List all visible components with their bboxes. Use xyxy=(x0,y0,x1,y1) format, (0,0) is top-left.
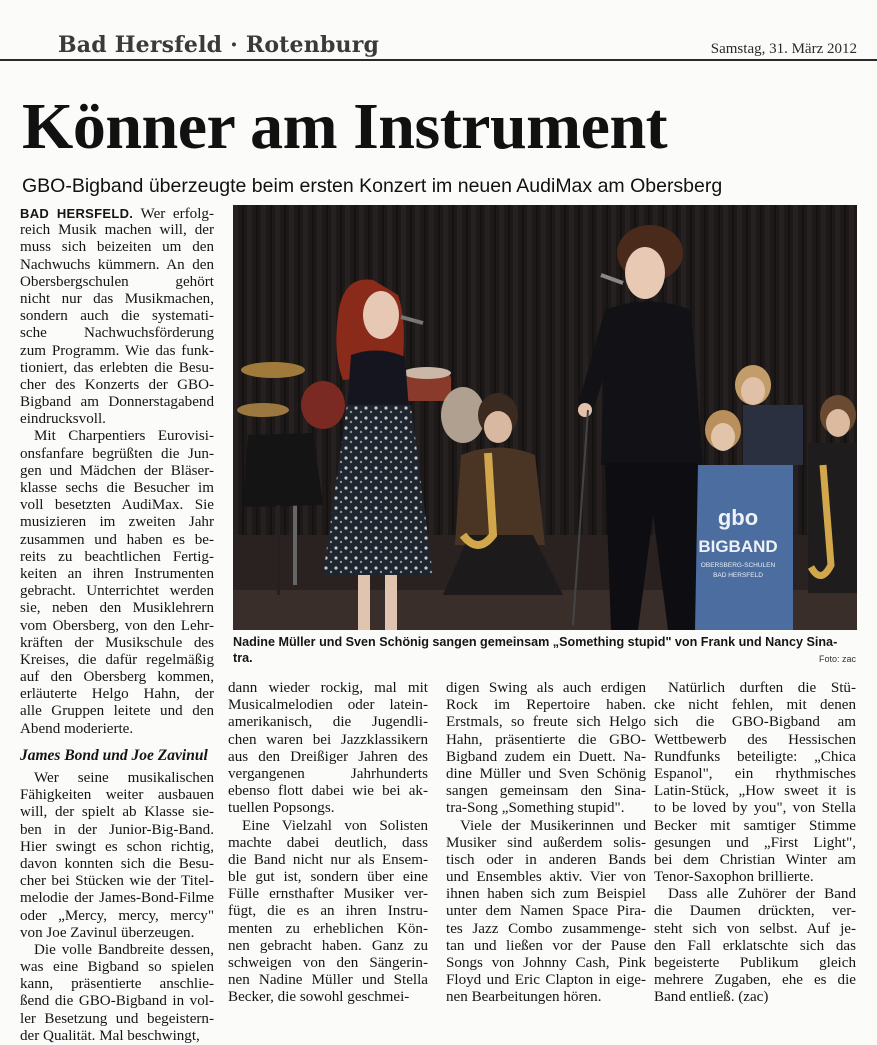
banner-subtitle: OBERSBERG-SCHULEN xyxy=(700,562,776,569)
text-line: ßend die GBO-Bigband in vol- xyxy=(20,993,214,1010)
text-line: tan und ließen vor der Pause xyxy=(446,937,646,954)
text-line: tra-Song „Something stupid". xyxy=(446,800,625,817)
article-column-3 xyxy=(446,680,646,1007)
text-line: bei dem Christian Winter am xyxy=(654,851,856,868)
text-line: reich Musik machen will, der xyxy=(20,222,214,239)
dateline: BAD HERSFELD. xyxy=(20,206,134,221)
text-line: menten zu erheblichen Kön- xyxy=(228,920,428,937)
text-line: Latin-Stück, „How sweet it is xyxy=(654,783,856,800)
subheadline: GBO-Bigband überzeugte beim ersten Konzert im neuen AudiMax am Obersberg xyxy=(22,175,723,197)
text-line: fügt, die es an ihren Instru- xyxy=(228,903,428,920)
text-line: will, der spielt ab Klasse sie- xyxy=(20,804,214,821)
text-line: der Qualität. Mal beschwingt, xyxy=(20,1027,200,1044)
text-line: dann wieder rockig, mal mit xyxy=(228,680,428,696)
text-line: den Fall erklatschte sich das xyxy=(654,937,856,954)
text-line: Bigband zudem ein Duett. Na- xyxy=(446,748,646,765)
text-line: gebracht. Unterrichtet werden xyxy=(20,583,214,600)
text-line: Viele der Musikerinnen und xyxy=(460,817,646,834)
text-line: Rock im Repertoire haben. xyxy=(446,697,646,714)
text-line: Nachwuchs kümmern. An den xyxy=(20,256,214,273)
text-line: oder „Mercy, mercy, mercy" xyxy=(20,907,214,924)
issue-date: Samstag, 31. März 2012 xyxy=(710,41,857,57)
column-1b-text xyxy=(20,770,214,1045)
text-line: tisch oder in anderen Bands xyxy=(446,851,646,868)
text-line: auf den Obersberg kommen, xyxy=(20,669,214,686)
text-line: Erstmals, so freute sich Helgo xyxy=(446,714,646,731)
text-line: Becker, die sowohl geschmei- xyxy=(228,989,410,1006)
article-column-1 xyxy=(20,205,214,1045)
text-line: eindrucksvoll. xyxy=(20,411,106,428)
text-line: und Ensembles aktiv. Vier von xyxy=(446,869,646,886)
text-line: tuellen Popsongs. xyxy=(228,800,335,817)
text-line: Dass alle Zuhörer der Band xyxy=(668,886,856,903)
text-line: davon konnten sich die Besu- xyxy=(20,855,214,872)
text-line: ble gut ist, sondern über eine xyxy=(228,869,428,886)
text-line: cher des Konzerts der GBO- xyxy=(20,376,214,393)
text-line: Kreises, die dafür regelmäßig xyxy=(20,651,214,668)
text-line: alle Gruppen leitete und den xyxy=(20,703,214,720)
text-line: cher bei Stücken wie der Titel- xyxy=(20,873,214,890)
text-line: klasse sechs die Besucher im xyxy=(20,480,214,496)
subheading: James Bond und Joe Zavinul xyxy=(20,746,208,764)
text-line: Tenor-Saxophon brillierte. xyxy=(654,869,814,886)
text-line: erläuterte Helgo Hahn, der xyxy=(20,686,214,703)
text-line: die Band nicht nur als Ensem- xyxy=(228,851,428,868)
text-line: unter dem Namen Space Pira- xyxy=(446,903,646,920)
text-line: Rundfunks beteiligte: „Chica xyxy=(654,748,856,765)
text-line: schweigen von den Sängerin- xyxy=(228,955,428,971)
text-line: Musicalmelodien oder latein- xyxy=(228,697,428,714)
text-line: sie, neben den Musiklehrern xyxy=(20,600,214,617)
text-line: kräften der Musikschule des xyxy=(20,634,214,651)
article-column-4 xyxy=(654,680,856,1007)
text-line: sangen gemeinsam den Sina- xyxy=(446,783,646,800)
text-line: was eine Bigband so spielen xyxy=(20,959,214,976)
text-line: Songs von Johnny Cash, Pink xyxy=(446,955,646,971)
text-line: tioniert, das erlebten die Besu- xyxy=(20,359,214,376)
text-line: vergangenen Jahrhunderts xyxy=(228,765,428,782)
text-line: Hahn, präsentierte die GBO- xyxy=(446,731,646,748)
text-line: vom Obersberg, von den Lehr- xyxy=(20,617,214,634)
text-line: machte dabei deutlich, dass xyxy=(228,834,428,851)
text-line: ben in der Junior-Big-Band. xyxy=(20,821,214,838)
text-line: die Daumen drückten, ver- xyxy=(654,903,856,920)
text-line: chen waren bei Jazzklassikern xyxy=(228,731,428,748)
text-line: Mit Charpentiers Eurovisi- xyxy=(34,428,214,445)
text-line: to be loved by you", von Stella xyxy=(654,800,856,817)
text-line: aus den Dreißiger Jahren des xyxy=(228,748,428,765)
text-line: Bigband am Donnerstagabend xyxy=(20,394,214,411)
text-line: Die volle Bandbreite dessen, xyxy=(34,941,214,958)
text-line: sich die GBO-Bigband am xyxy=(654,714,856,731)
text-line: muss sich beizeiten um den xyxy=(20,239,214,256)
text-line: kann, präsentierte anschlie- xyxy=(20,976,214,993)
photo-caption xyxy=(233,634,857,666)
text-line: musizieren im zweiten Jahr xyxy=(20,514,214,531)
article-column-2 xyxy=(228,680,428,1007)
banner-town: BAD HERSFELD xyxy=(713,572,763,579)
section-masthead: Bad Hersfeld · Rotenburg xyxy=(58,32,380,58)
text-line: Wer seine musikalischen xyxy=(34,770,214,786)
text-line: cke nicht fehlen, mit denen xyxy=(654,697,856,714)
text-line: amerikanisch, die Jugendli- xyxy=(228,714,428,731)
text-line: Musiker sind außerdem solis- xyxy=(446,834,646,851)
text-line: Abend moderierte. xyxy=(20,720,134,737)
text-line: Wettbewerb des Hessischen xyxy=(654,731,856,748)
text-line: Eine Vielzahl von Solisten xyxy=(242,817,428,834)
text-line: Becker mit samtiger Stimme xyxy=(654,817,856,834)
text-line: ebenso flott dabei wie bei ak- xyxy=(228,783,428,800)
text-line: sondern auch die systemati- xyxy=(20,308,214,325)
text-line: begeisterte Publikum gleich xyxy=(654,955,856,971)
caption-line-2: tra. xyxy=(233,651,253,665)
caption-line-1: Nadine Müller und Sven Schönig sangen gemeinsam „Something stupid" von Frank und Nancy Sina- xyxy=(233,635,838,649)
text-line: nen Bearbeitungen hören. xyxy=(446,989,602,1006)
text-line: BAD HERSFELD. Wer erfolg- xyxy=(20,206,214,222)
text-line: gesungen und „First Light", xyxy=(654,834,856,851)
text-line: Obersbergschulen gehört xyxy=(20,273,214,290)
text-line: reits zu beachtlichen Fertig- xyxy=(20,548,214,565)
text-line: zum Programm. Wie das funk- xyxy=(20,342,214,359)
text-line: keiten an ihren Instrumenten xyxy=(20,565,214,582)
text-line: Natürlich durften die Stü- xyxy=(668,680,856,696)
text-line: Band entließ. (zac) xyxy=(654,989,769,1006)
header-rule xyxy=(0,59,877,61)
text-line: steht sich von selbst. Auf je- xyxy=(654,920,856,937)
text-line: Floyd und Eric Clapton in eige- xyxy=(446,972,646,989)
banner-logo: gbo xyxy=(717,505,759,530)
text-line: nicht nur das Musikmachen, xyxy=(20,290,214,307)
text-line: sche Nachwuchsförderung xyxy=(20,325,214,342)
text-line: nen gebracht haben. Ganz zu xyxy=(228,937,428,954)
text-line: zusammen und haben es be- xyxy=(20,531,214,548)
text-line: ler Besetzung und begeistern- xyxy=(20,1010,214,1027)
text-line: nen Nadine Müller und Stella xyxy=(228,972,428,989)
text-line: ihnen haben sich zum Beispiel xyxy=(446,886,646,903)
banner-title: BIGBAND xyxy=(698,537,778,556)
text-line: Fähigkeiten weiter ausbauen xyxy=(20,787,214,804)
headline: Könner am Instrument xyxy=(22,90,668,163)
text-line: Hier swingt es schon richtig, xyxy=(20,838,214,855)
text-line: onsfanfare begrüßten die Jun- xyxy=(20,445,214,462)
text-line: Espanol", ein rhythmisches xyxy=(654,765,856,782)
text-line: mehrere Zugaben, ehe es die xyxy=(654,972,856,989)
text-line: tes Jazz Combo zusammenge- xyxy=(446,920,646,937)
concert-photo xyxy=(233,205,857,630)
text-line: Fülle ernsthafter Musiker ver- xyxy=(228,886,428,903)
text-line: voll besetzten AudiMax. Sie xyxy=(20,497,214,514)
text-line: dine Müller und Sven Schönig xyxy=(446,765,646,782)
text-line: von Joe Zavinul überzeugen. xyxy=(20,924,195,941)
text-line: digen Swing als auch erdigen xyxy=(446,680,646,696)
text-line: melodie der James-Bond-Filme xyxy=(20,890,214,907)
column-1-text xyxy=(20,205,214,738)
text-line: gen und Mädchen der Bläser- xyxy=(20,462,214,479)
photo-credit: Foto: zac xyxy=(818,654,856,664)
